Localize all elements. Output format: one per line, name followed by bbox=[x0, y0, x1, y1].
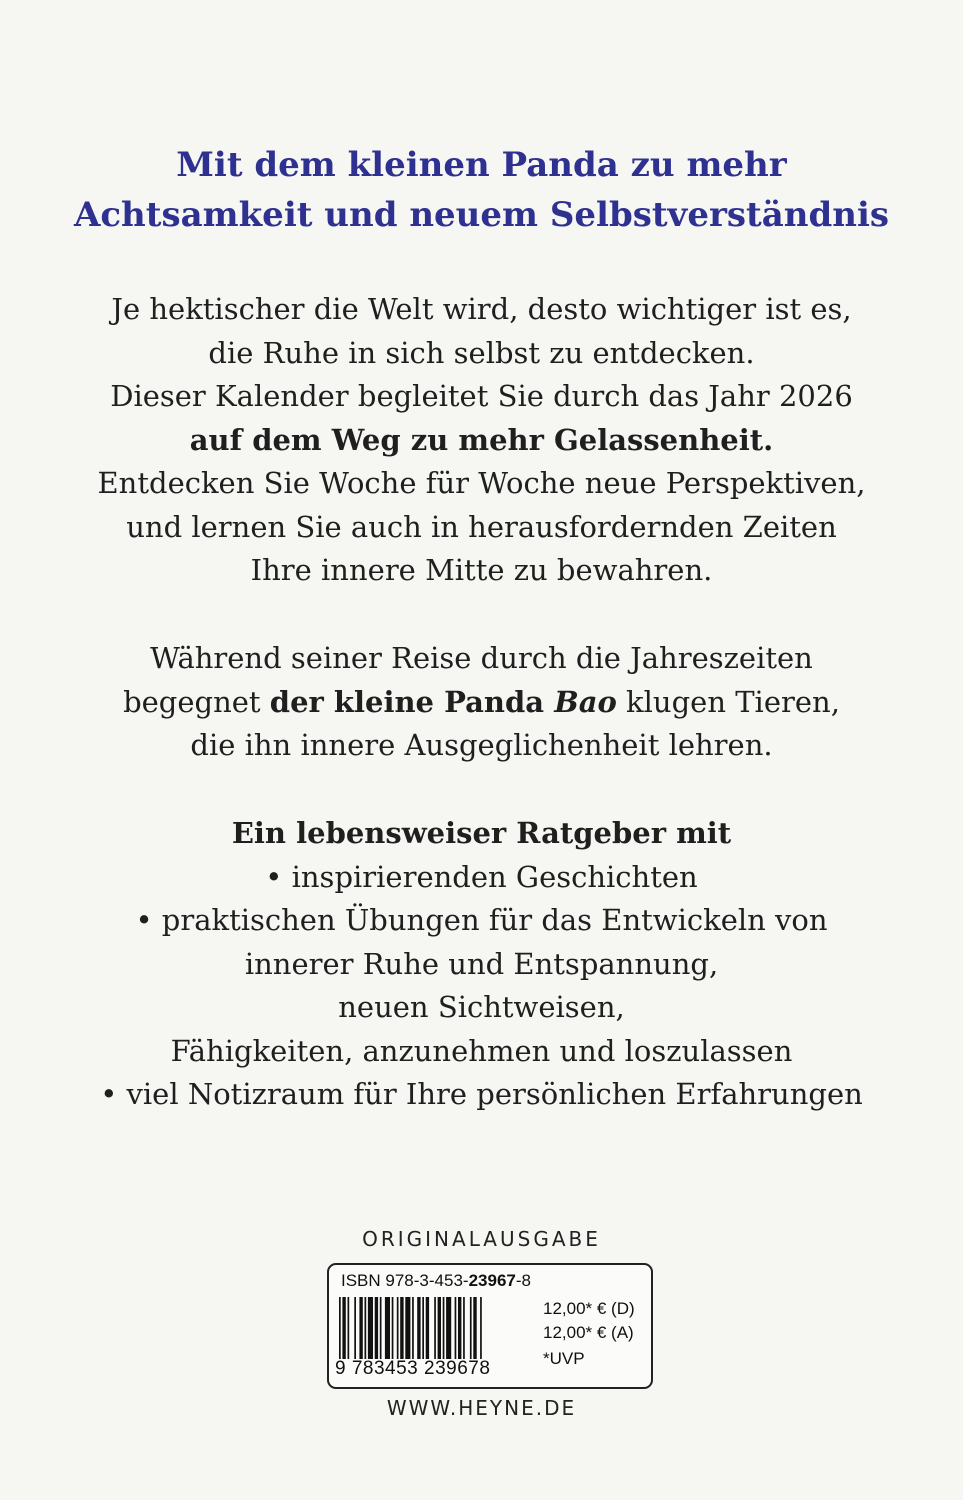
price-austria: 12,00* € (A) bbox=[543, 1323, 634, 1342]
publisher-website: WWW.HEYNE.DE bbox=[386, 1396, 577, 1420]
feature-item-3: • viel Notizraum für Ihre persönlichen Erfahrungen bbox=[100, 1077, 863, 1111]
story-line-1: Während seiner Reise durch die Jahreszeiten bbox=[150, 641, 813, 675]
feature-item-2-line-2: innerer Ruhe und Entspannung, bbox=[244, 946, 719, 981]
feature-item-1: • inspirierenden Geschichten bbox=[265, 859, 698, 894]
isbn-bold: 23967 bbox=[468, 1271, 516, 1290]
feature-list-heading: Ein lebensweiser Ratgeber mit bbox=[231, 816, 732, 850]
isbn-number bbox=[341, 1271, 531, 1291]
story-line-2-end: klugen Tieren, bbox=[616, 684, 840, 719]
barcode-digits: 9 783453 239678 bbox=[335, 1358, 491, 1379]
headline bbox=[0, 140, 963, 240]
story-line-3: die ihn innere Ausgeglichenheit lehren. bbox=[190, 728, 773, 762]
intro-line-3: Dieser Kalender begleitet Sie durch das Jahr 2026 bbox=[110, 379, 853, 413]
barcode-icon bbox=[339, 1297, 531, 1359]
edition-label: ORIGINALAUSGABE bbox=[362, 1227, 601, 1251]
intro-paragraph bbox=[0, 288, 963, 593]
intro-line-1: Je hektischer die Welt wird, desto wichtiger ist es, bbox=[111, 292, 852, 326]
feature-item-2-line-4: Fähigkeiten, anzunehmen und loszulassen bbox=[170, 1033, 793, 1068]
isbn-prefix: ISBN 978-3-453- bbox=[341, 1271, 469, 1290]
intro-line-4: auf dem Weg zu mehr Gelassenheit. bbox=[189, 422, 774, 457]
barcode-box bbox=[327, 1263, 653, 1389]
feature-item-2-line-1: • praktischen Übungen für das Entwickeln von bbox=[135, 903, 828, 937]
panda-name-bold: der kleine Panda bbox=[269, 684, 555, 719]
isbn-suffix: -8 bbox=[515, 1271, 531, 1290]
panda-name-italic: Bao bbox=[554, 684, 617, 719]
intro-line-7: Ihre innere Mitte zu bewahren. bbox=[250, 553, 713, 587]
intro-line-5: Entdecken Sie Woche für Woche neue Perspektiven, bbox=[97, 466, 866, 500]
intro-line-2: die Ruhe in sich selbst zu entdecken. bbox=[208, 335, 755, 370]
story-line-2 bbox=[0, 681, 963, 725]
headline-line-2: Achtsamkeit und neuem Selbstverständnis bbox=[73, 195, 890, 235]
headline-line-1: Mit dem kleinen Panda zu mehr bbox=[176, 145, 787, 185]
intro-line-6: und lernen Sie auch in herausfordernden Zeiten bbox=[126, 509, 837, 544]
story-paragraph bbox=[0, 637, 963, 768]
story-line-2-start: begegnet bbox=[123, 684, 270, 719]
price-germany: 12,00* € (D) bbox=[543, 1299, 635, 1318]
uvp-note: *UVP bbox=[543, 1349, 585, 1368]
feature-list bbox=[0, 812, 963, 1117]
feature-item-2-line-3: neuen Sichtweisen, bbox=[338, 990, 625, 1024]
